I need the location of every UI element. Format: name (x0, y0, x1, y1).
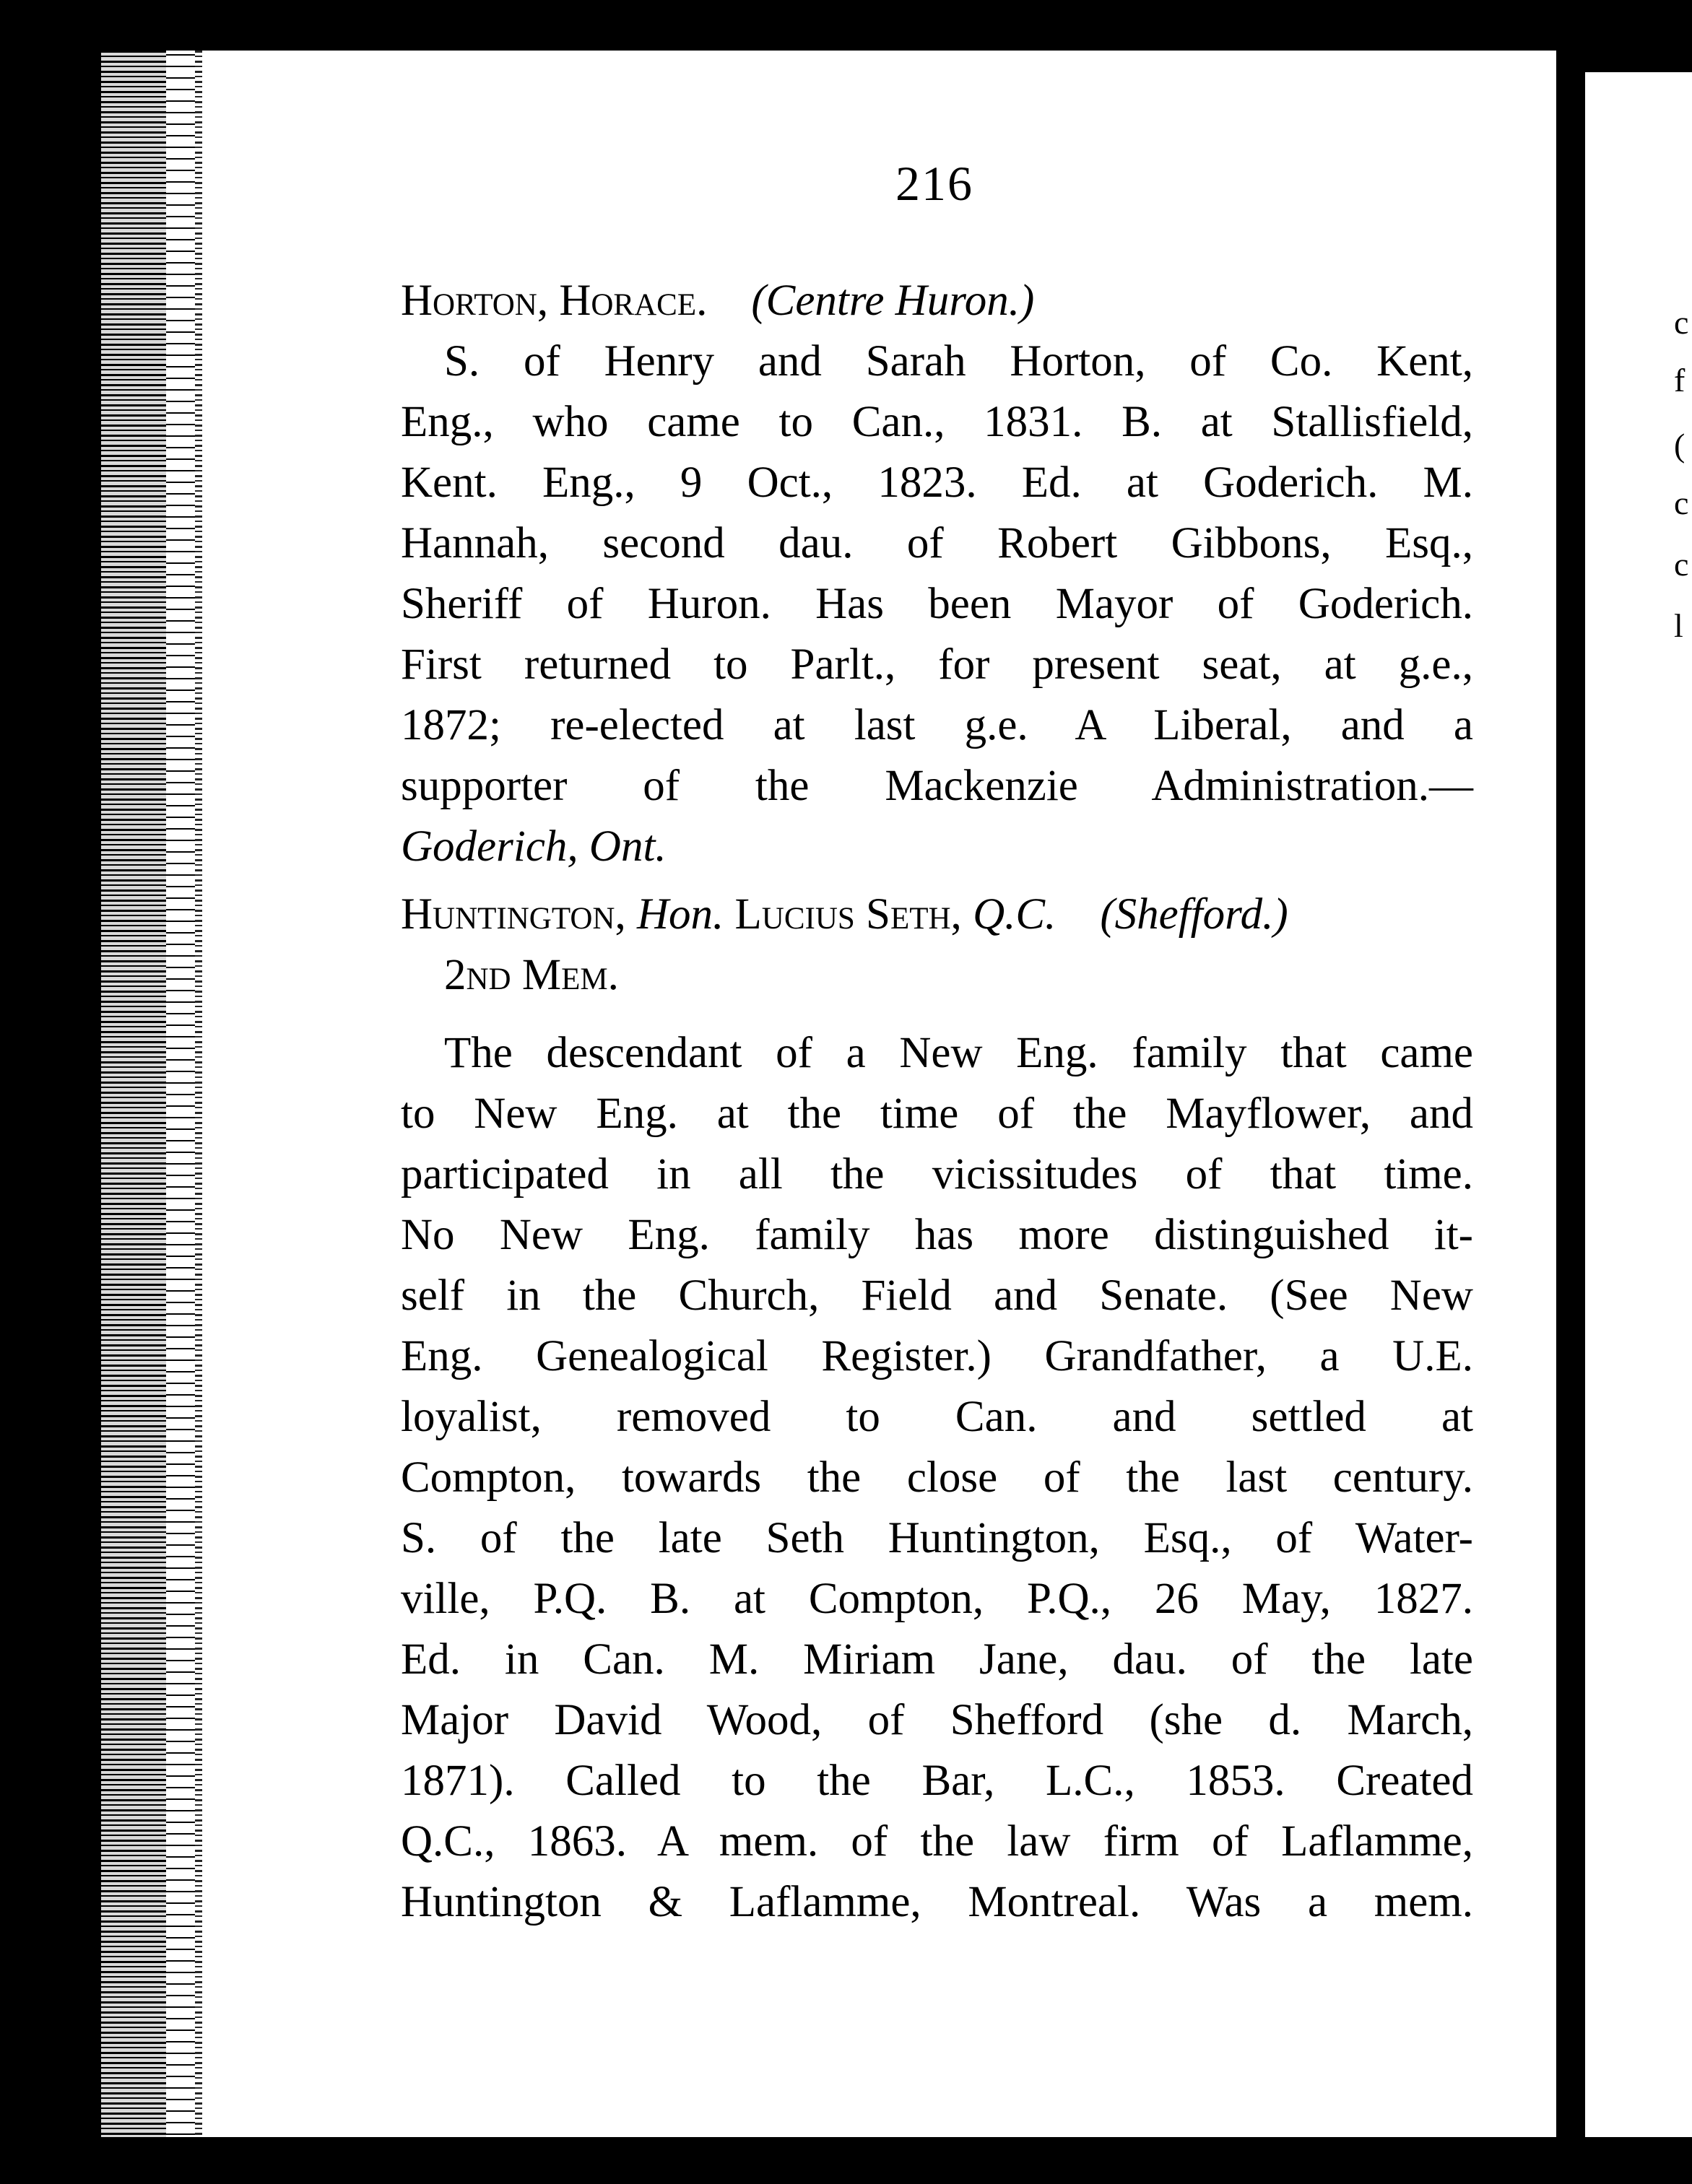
entry-text-line: supporter of the Mackenzie Administration.— (401, 762, 1473, 810)
entry-text-line: Compton, towards the close of the last century. (401, 1453, 1473, 1502)
entry-text-line: Ed. in Can. M. Miriam Jane, dau. of the late (401, 1635, 1473, 1684)
entry-horton (401, 271, 1473, 877)
entry-text-line: Kent. Eng., 9 Oct., 1823. Ed. at Goderich. M. (401, 458, 1473, 507)
entry-text-line: Hannah, second dau. of Robert Gibbons, Esq., (401, 519, 1473, 567)
entry-surname: Horton (401, 277, 537, 325)
entry-honorific: Hon. (636, 890, 724, 939)
facing-page-glyph: f (1674, 362, 1686, 399)
facing-page-glyph: ( (1674, 427, 1686, 464)
entry-text-line: ville, P.Q. B. at Compton, P.Q., 26 May, 1827. (401, 1575, 1473, 1623)
spacer (401, 1006, 1473, 1023)
entry-text-line: S. of Henry and Sarah Horton, of Co. Kent, (444, 337, 1473, 386)
facing-page-glyph: c (1674, 304, 1689, 341)
entry-member-note: 2nd Mem. (444, 951, 619, 999)
entry-suffix: Q.C. (973, 890, 1057, 939)
entry-address: Goderich, Ont. (401, 822, 667, 871)
facing-page-glyph: l (1674, 607, 1683, 644)
entry-text-line: 1871). Called to the Bar, L.C., 1853. Created (401, 1757, 1473, 1805)
entry-surname: Huntington, (401, 890, 626, 939)
entry-text-line: S. of the late Seth Huntington, Esq., of Water- (401, 1514, 1473, 1562)
entry-constituency: (Shefford.) (1100, 890, 1288, 939)
entry-text-line: participated in all the vicissitudes of that time. (401, 1150, 1473, 1198)
entry-text-line: The descendant of a New Eng. family that came (444, 1029, 1473, 1077)
entry-text-line: 1872; re-elected at last g.e. A Liberal, and a (401, 701, 1473, 749)
entry-text-line: loyalist, removed to Can. and settled at (401, 1393, 1473, 1441)
facing-page-glyph: c (1674, 484, 1689, 521)
entry-constituency: (Centre Huron.) (751, 277, 1035, 325)
entry-heading: Horton, Horace. (Centre Huron.) (401, 277, 1035, 325)
entry-text-line: Major David Wood, of Shefford (she d. March, (401, 1696, 1473, 1744)
page-number: 216 (895, 156, 973, 211)
entry-text-line: self in the Church, Field and Senate. (See New (401, 1271, 1473, 1320)
entry-text-line: First returned to Parlt., for present seat, at g.e., (401, 640, 1473, 689)
page-edge-shadow (1556, 51, 1585, 2137)
entry-text-line: Eng., who came to Can., 1831. B. at Stallisfield, (401, 398, 1473, 446)
entry-given-name: Horace. (559, 277, 708, 325)
entry-heading (401, 884, 1473, 945)
entry-text-line: Sheriff of Huron. Has been Mayor of Goderich. (401, 580, 1473, 628)
gutter-noise (166, 51, 195, 2137)
entry-text-line: to New Eng. at the time of the Mayflower, and (401, 1089, 1473, 1138)
entry-text-line: Huntington & Laflamme, Montreal. Was a mem. (401, 1878, 1473, 1926)
entry-text-line: Q.C., 1863. A mem. of the law firm of Laflamme, (401, 1817, 1473, 1866)
entry-huntington (401, 884, 1473, 1933)
entry-given-name: Lucius Seth, (734, 890, 962, 939)
entry-text-line: No New Eng. family has more distinguished it- (401, 1211, 1473, 1259)
entry-text-line: Eng. Genealogical Register.) Grandfather, a U.E. (401, 1332, 1473, 1380)
facing-page-glyph: c (1674, 546, 1689, 583)
